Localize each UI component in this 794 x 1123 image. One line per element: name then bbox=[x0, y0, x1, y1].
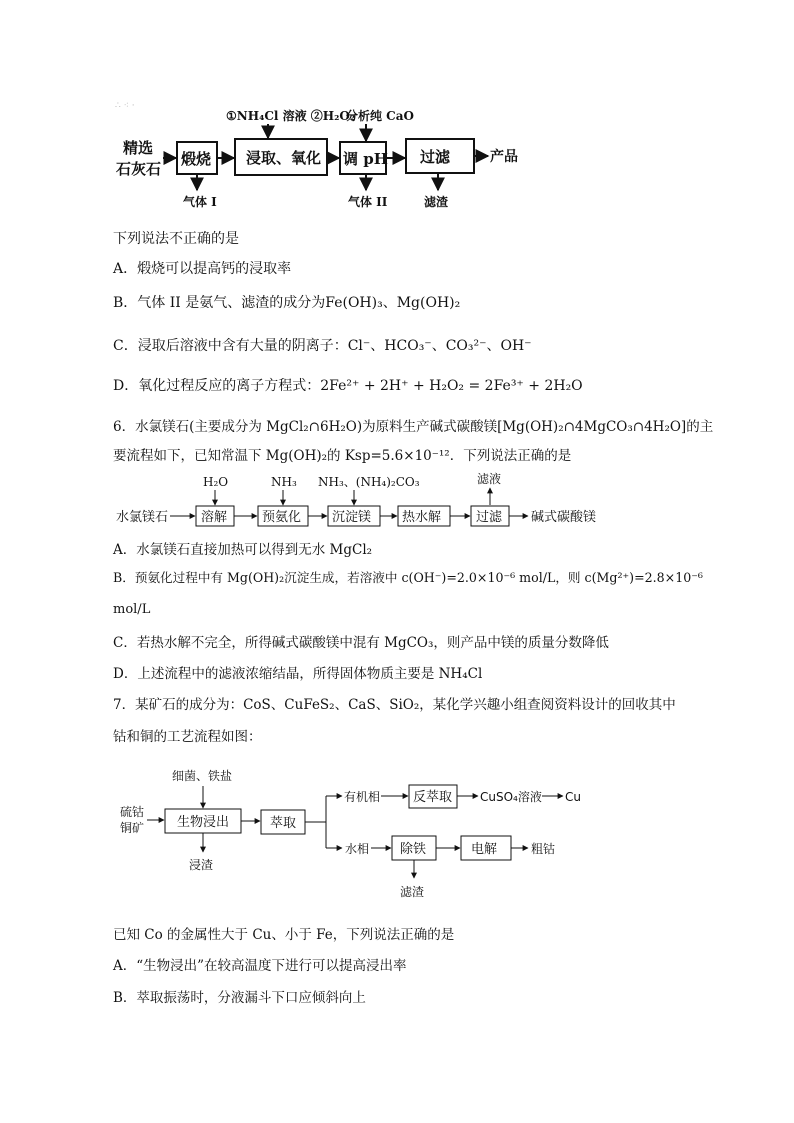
flow3-residue2: 滤渣 bbox=[400, 885, 425, 899]
q5-option-c: C．浸取后溶液中含有大量的阴离子：Cl⁻、HCO₃⁻、CO₃²⁻、OH⁻ bbox=[113, 338, 532, 354]
flow2-box3-label: 沉淀镁 bbox=[332, 510, 372, 525]
flow3-product-co: 粗钴 bbox=[531, 842, 556, 856]
q7-stem-line1: 7．某矿石的成分为：CoS、CuFeS₂、CaS、SiO₂，某化学兴趣小组查阅资料设计的回收其中 bbox=[113, 697, 676, 713]
flow2-output: 碱式碳酸镁 bbox=[531, 510, 597, 525]
q6-option-b-line1: B．预氨化过程中有 Mg(OH)₂沉淀生成，若溶液中 c(OH⁻)=2.0×10⁻⁶ mol/L，则 c(Mg²⁺)=2.8×10⁻⁶ bbox=[113, 570, 703, 585]
flow3-box1-label: 生物浸出 bbox=[177, 815, 230, 830]
flow3-box5-label: 电解 bbox=[471, 842, 498, 857]
flow1-box3-label: 调 pH bbox=[343, 150, 388, 168]
q7-option-b: B．萃取振荡时，分液漏斗下口应倾斜向上 bbox=[113, 990, 366, 1006]
flow1-input-top: 精选 bbox=[123, 139, 154, 157]
flow3-branch-bottom: 水相 bbox=[345, 842, 370, 856]
flow1-box4-label: 过滤 bbox=[420, 148, 451, 166]
flow3-box2-label: 萃取 bbox=[270, 816, 297, 831]
flow3-input-top: 硫钴 bbox=[120, 805, 145, 819]
flow2-box2-label: 预氨化 bbox=[262, 510, 302, 525]
flow3-reagent: 细菌、铁盐 bbox=[172, 769, 233, 783]
flow3-box4-label: 除铁 bbox=[400, 842, 427, 857]
q6-option-b-line2: mol/L bbox=[113, 602, 151, 617]
flow2-reagent1: H₂O bbox=[203, 475, 229, 489]
q5-option-d: D．氧化过程反应的离子方程式：2Fe²⁺ + 2H⁺ + H₂O₂ = 2Fe³⁺ + 2H₂O bbox=[113, 378, 583, 394]
q5-option-b: B．气体 II 是氨气、滤渣的成分为Fe(OH)₃、Mg(OH)₂ bbox=[113, 295, 461, 311]
q6-option-c: C．若热水解不完全，所得碱式碳酸镁中混有 MgCO₃，则产品中镁的质量分数降低 bbox=[113, 635, 609, 651]
flow3-input-bottom: 铜矿 bbox=[120, 821, 145, 835]
flow1-gas1: 气体 I bbox=[183, 195, 217, 209]
flow1-residue: 滤渣 bbox=[424, 195, 449, 209]
flow1-reagent-3: 分析纯 CaO bbox=[346, 109, 414, 123]
flow3-residue1: 浸渣 bbox=[189, 858, 214, 872]
flow3-product-cu: Cu bbox=[565, 790, 581, 804]
q5-option-a: A．煅烧可以提高钙的浸取率 bbox=[113, 261, 292, 277]
flow1-box1-label: 煅烧 bbox=[181, 150, 212, 168]
q6-stem-line1: 6．水氯镁石(主要成分为 MgCl₂∩6H₂O)为原料生产碱式碳酸镁[Mg(OH)₂∩4MgCO₃∩4H₂O]的主 bbox=[113, 419, 714, 435]
flow2-reagent2: NH₃ bbox=[271, 475, 297, 489]
flow1-box2-label: 浸取、氧化 bbox=[246, 149, 322, 167]
flow-diagram-3 bbox=[0, 762, 794, 907]
q6-stem-line2: 要流程如下，已知常温下 Mg(OH)₂的 Ksp=5.6×10⁻¹²．下列说法正确的是 bbox=[113, 448, 572, 464]
flow2-input: 水氯镁石 bbox=[116, 510, 169, 525]
q7-option-a: A．“生物浸出”在较高温度下进行可以提高浸出率 bbox=[113, 958, 407, 974]
flow3-branch-top: 有机相 bbox=[344, 790, 381, 804]
flow1-output: 产品 bbox=[490, 149, 518, 165]
flow2-box4-label: 热水解 bbox=[402, 510, 442, 525]
flow1-reagent-12: ①NH₄Cl 溶液 ②H₂O₂ bbox=[226, 109, 356, 123]
q6-option-a: A．水氯镁石直接加热可以得到无水 MgCl₂ bbox=[113, 542, 373, 558]
scan-artifact: ∴ ⁖ · bbox=[115, 101, 135, 111]
flow2-filtrate: 滤液 bbox=[477, 472, 502, 486]
q7-note: 已知 Co 的金属性大于 Cu、小于 Fe，下列说法正确的是 bbox=[113, 927, 455, 943]
flow1-input-bottom: 石灰石 bbox=[116, 160, 162, 178]
flow1-gas2: 气体 II bbox=[348, 195, 388, 209]
flow3-product-mid: CuSO₄溶液 bbox=[480, 790, 542, 804]
flow2-box1-label: 溶解 bbox=[201, 510, 228, 525]
flow3-box3-label: 反萃取 bbox=[413, 790, 453, 805]
flow-diagram-1 bbox=[0, 0, 794, 215]
flow2-box5-label: 过滤 bbox=[476, 510, 503, 525]
flow-diagram-2 bbox=[0, 466, 794, 532]
q7-stem-line2: 钴和铜的工艺流程如图： bbox=[113, 729, 262, 745]
q5-stem: 下列说法不正确的是 bbox=[113, 231, 239, 247]
q6-option-d: D．上述流程中的滤液浓缩结晶，所得固体物质主要是 NH₄Cl bbox=[113, 666, 483, 682]
flow2-reagent3: NH₃、(NH₄)₂CO₃ bbox=[318, 475, 420, 489]
